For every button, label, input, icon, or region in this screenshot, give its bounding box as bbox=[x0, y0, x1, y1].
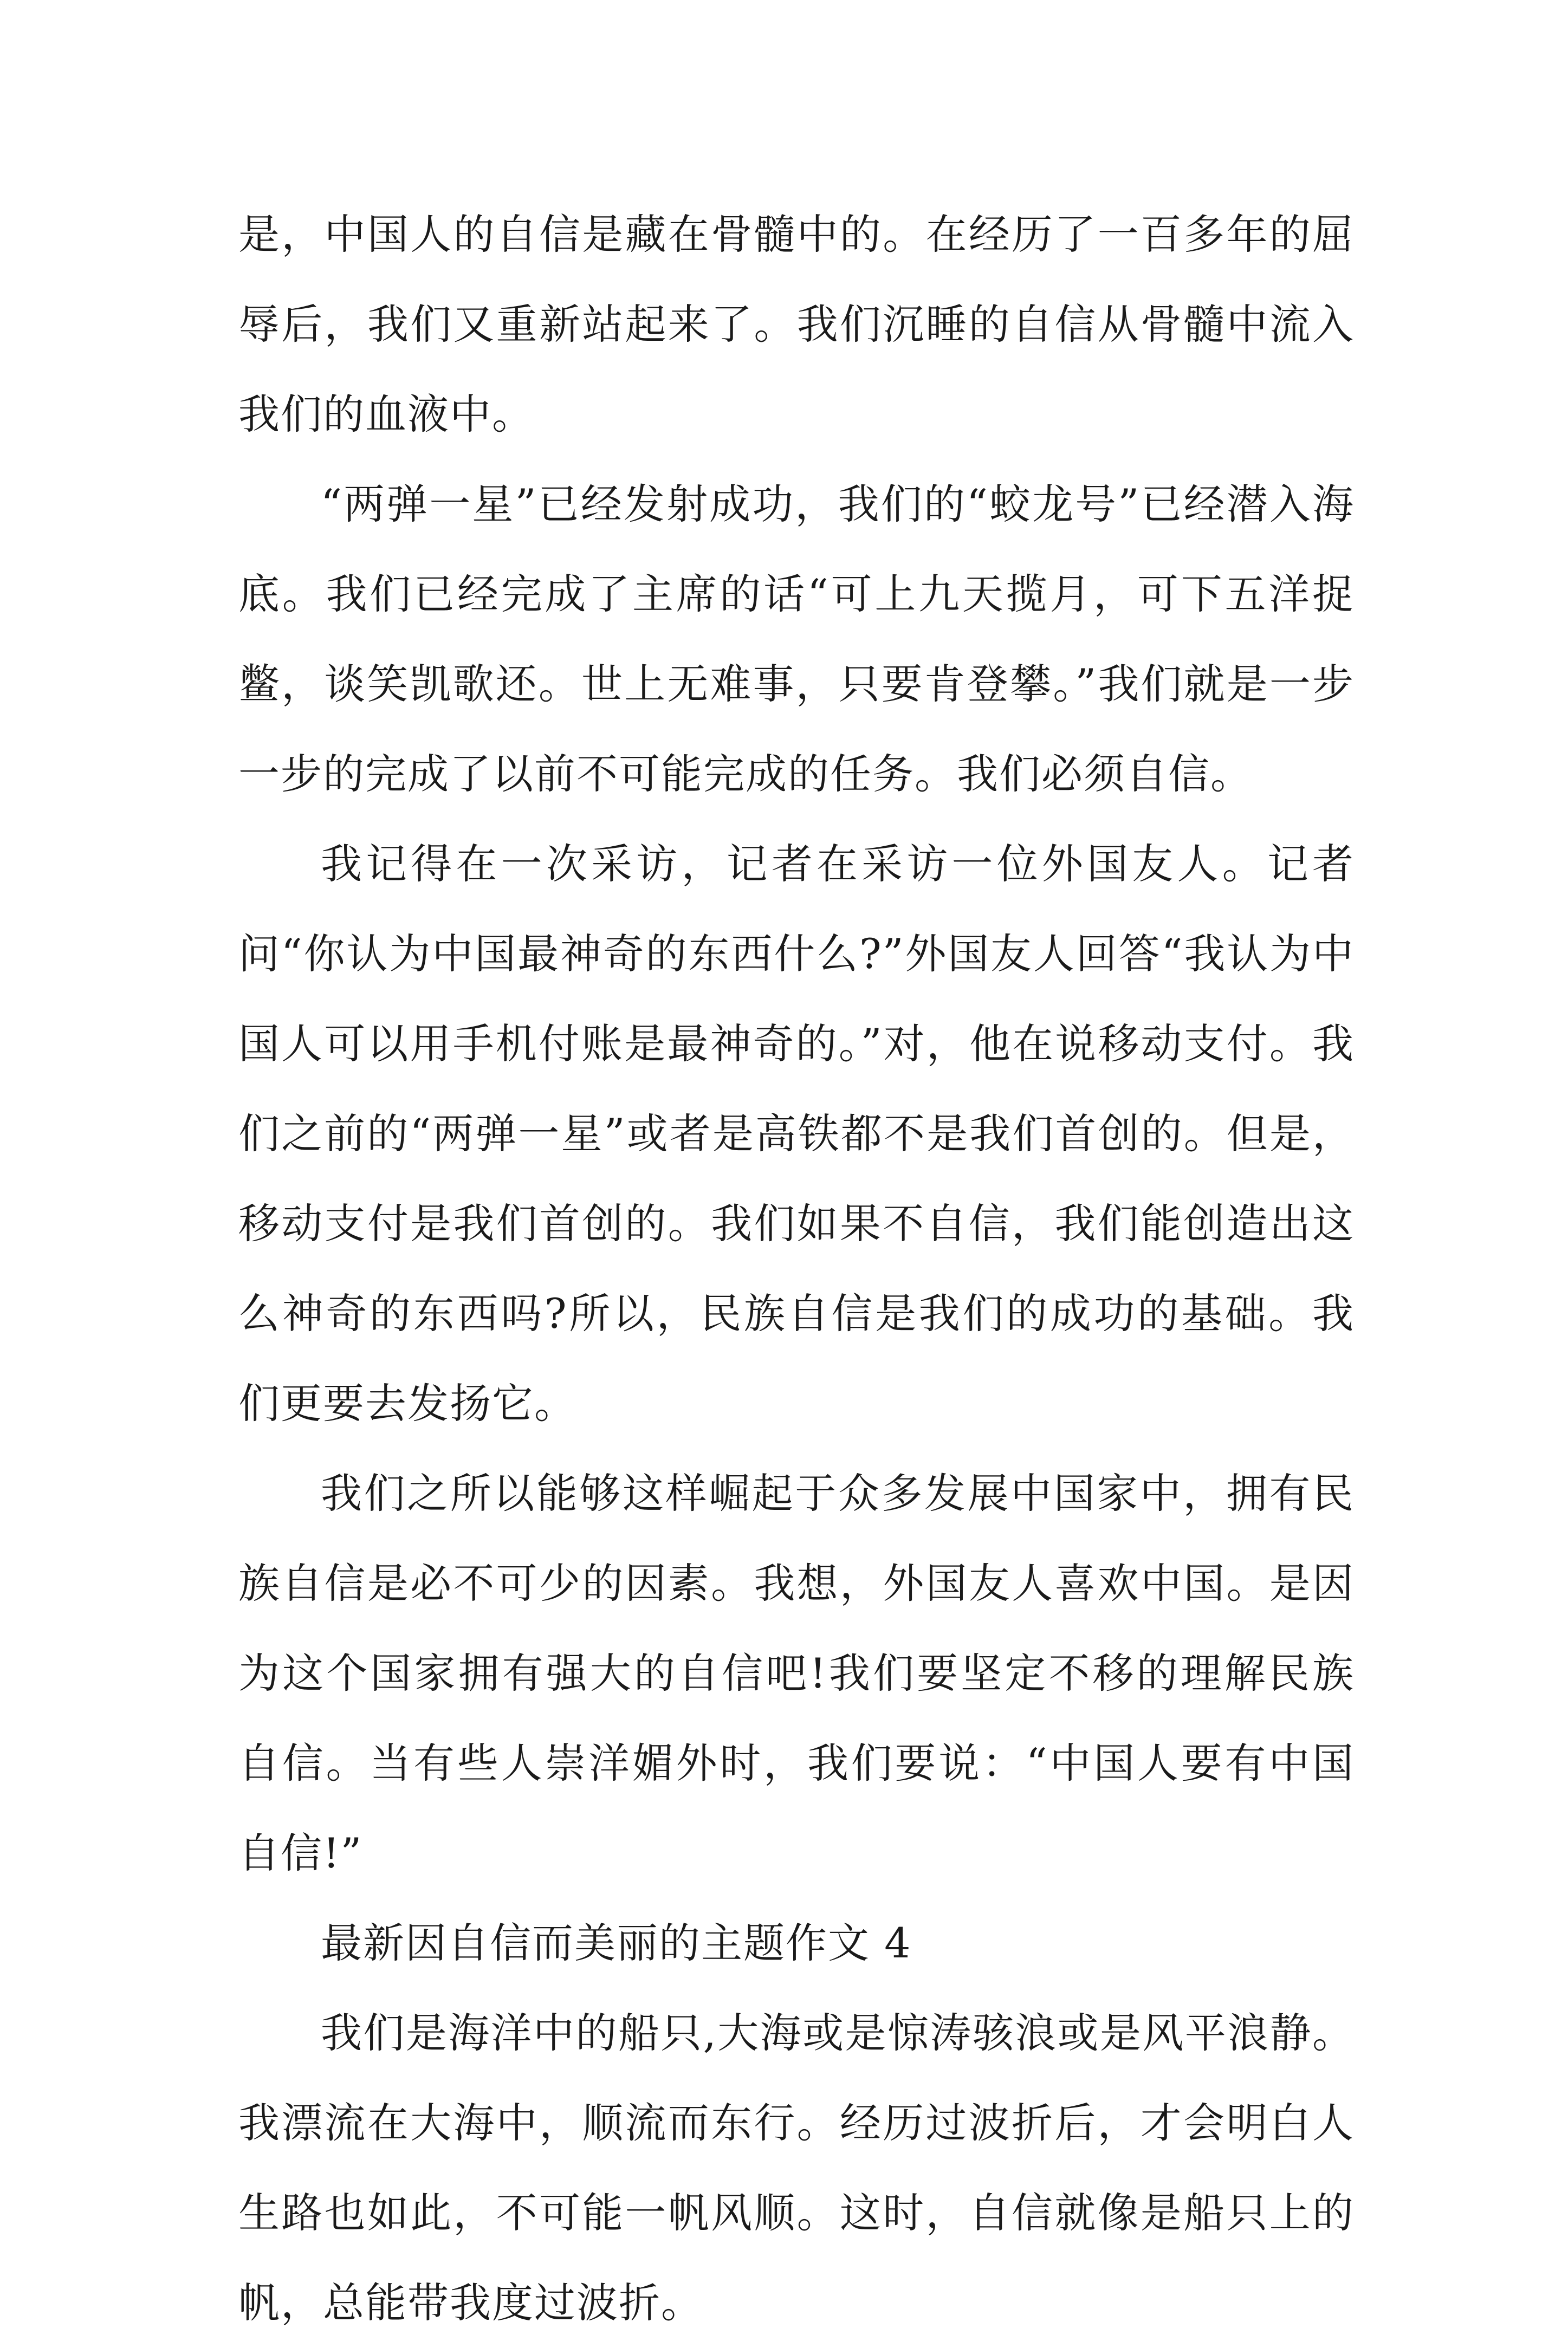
paragraph-5: 我们是海洋中的船只,大海或是惊涛骇浪或是风平浪静。我漂流在大海中，顺流而东行。经历过波折后，才会明白人生路也如此，不可能一帆风顺。这时，自信就像是船只上的帆，总能带我度过波折。 bbox=[238, 2009, 1355, 2327]
paragraph-4: 我们之所以能够这样崛起于众多发展中国家中，拥有民族自信是必不可少的因素。我想，外国友人喜欢中国。是因为这个国家拥有强大的自信吧!我们要坚定不移的理解民族自信。当有些人崇洋媚外时，我们要说：“中国人要有中国自信!” bbox=[238, 1469, 1355, 1877]
paragraph-1: 是，中国人的自信是藏在骨髓中的。在经历了一百多年的屈辱后，我们又重新站起来了。我们沉睡的自信从骨髓中流入我们的血液中。 bbox=[238, 210, 1355, 438]
paragraph-2: “两弹一星”已经发射成功，我们的“蛟龙号”已经潜入海底。我们已经完成了主席的话“可上九天揽月，可下五洋捉鳖，谈笑凯歌还。世上无难事，只要肯登攀。”我们就是一步一步的完成了以前不可能完成的任务。我们必须自信。 bbox=[238, 480, 1355, 798]
paragraph-3: 我记得在一次采访，记者在采访一位外国友人。记者问“你认为中国最神奇的东西什么?”外国友人回答“我认为中国人可以用手机付账是最神奇的。”对，他在说移动支付。我们之前的“两弹一星”或者是高铁都不是我们首创的。但是，移动支付是我们首创的。我们如果不自信，我们能创造出这么神奇的东西吗?所以，民族自信是我们的成功的基础。我们更要去发扬它。 bbox=[238, 840, 1355, 1428]
document-body bbox=[238, 190, 1355, 2348]
section-heading: 最新因自信而美丽的主题作文 4 bbox=[321, 1919, 912, 1967]
